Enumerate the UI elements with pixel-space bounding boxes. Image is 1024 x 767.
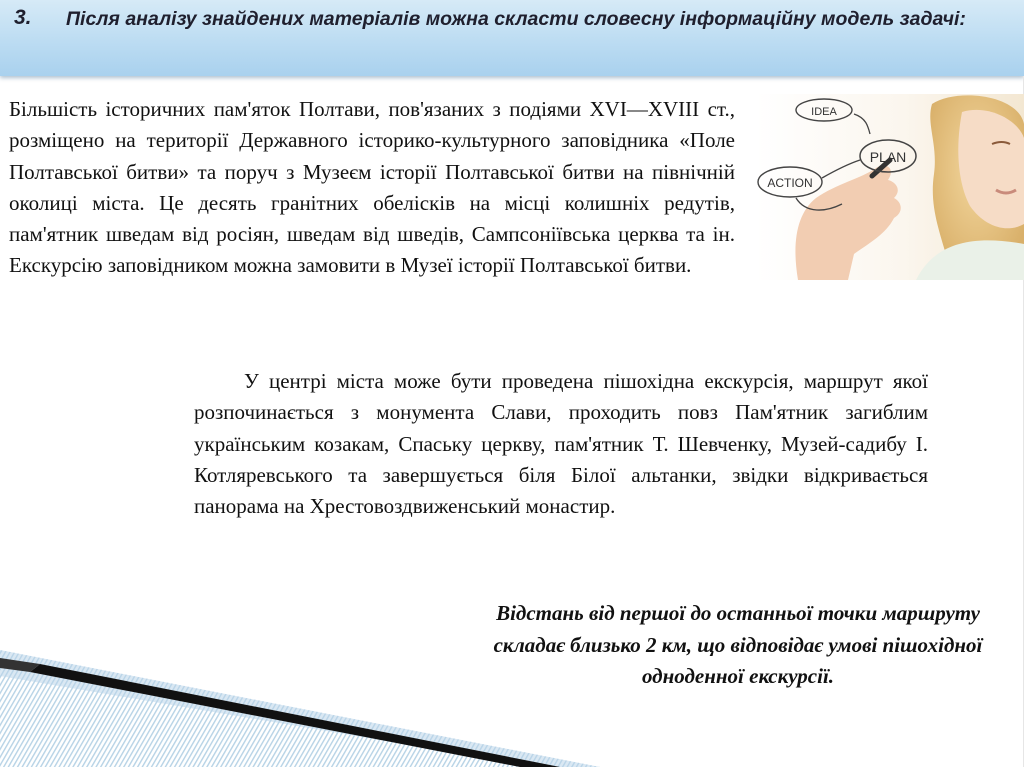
paragraph-monuments: Більшість історичних пам'яток Полтави, пов'язаних з подіями XVI—XVIII ст., розміщено на території Державного історико-культурного заповідника «Поле Полтавської битви» та поруч з Музеєм історії Полтавської битви на північній околиці міста. Це десять гранітних обелісків на місці колишніх редутів, пам'ятник шведам від росіян, шведам від шведів, Сампсоніївська церква та ін. Екскурсію заповідником можна замовити в Музеї історії Полтавської битви. [9, 97, 735, 278]
idea-label: IDEA [811, 106, 837, 118]
plan-label: PLAN [869, 149, 907, 165]
idea-plan-action-photo [756, 94, 1024, 280]
slide-header [0, 0, 1024, 76]
walking-tour-text: У центрі міста може бути проведена пішохідна екскурсія, маршрут якої розпочинається з монумента Слави, проходить повз Пам'ятник загиблим українським козакам, Спаську церкву, пам'ятник Т. Шевченку, Музей-садибу І. Котляревського та завершується біля Білої альтанки, звідки відкривається панорама на Хрестовоздвиженський монастир. [194, 369, 928, 519]
paragraph-walking-tour [194, 366, 928, 522]
action-label: ACTION [767, 176, 813, 190]
step-number: 3. [14, 6, 32, 29]
slide-title: Після аналізу знайдених матеріалів можна скласти словесну інформаційну модель задачі: [66, 8, 966, 30]
bottom-left-decoration [0, 628, 600, 767]
paragraph-distance-conclusion: Відстань від першої до останньої точки маршруту складає близько 2 км, що відповідає умові пішохідної одноденної екскурсії. [493, 601, 983, 688]
